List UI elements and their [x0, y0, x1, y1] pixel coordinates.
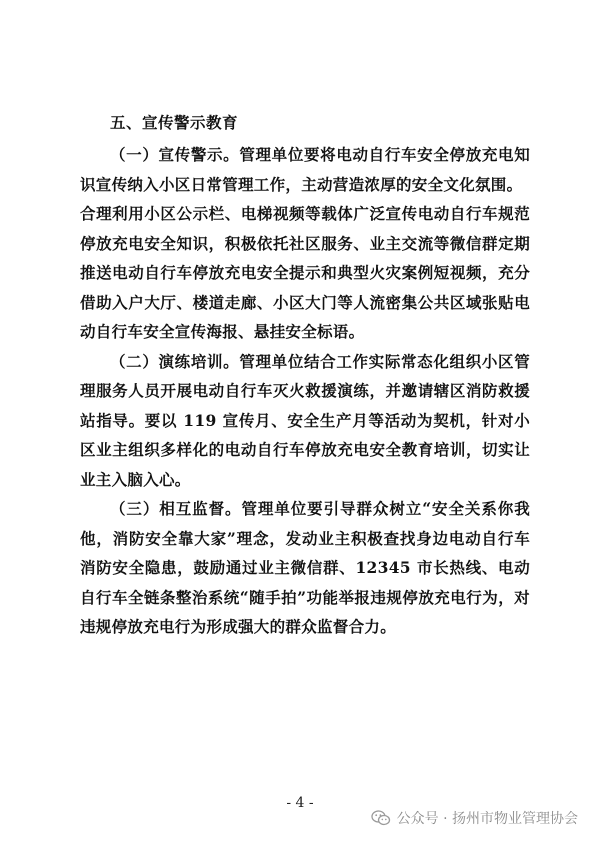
paragraph-training — [80, 347, 530, 495]
paragraph-text: 管理单位结合工作实际常态化组织小区管理服务人员开展电动自行车灭火救援演练，并邀请辖区消防救援站指导。要以 119 宣传月、安全生产月等活动为契机，针对小区业主组织多样化的电动自行车停放充电安全教育培训，切实让业主入脑入心。 — [80, 351, 530, 489]
page-number: - 4 - — [286, 795, 314, 811]
paragraph-text: 管理单位要引导群众树立“安全关系你我他，消防安全靠大家”理念，发动业主积极查找身边电动自行车消防安全隐患，鼓励通过业主微信群、12345 市长热线、电动自行车全链条整治系统“随手拍”功能举报违规停放充电行为，对违规停放充电行为形成强大的群众监督合力。 — [80, 499, 530, 636]
paragraph-text: 管理单位要将电动自行车安全停放充电知识宣传纳入小区日常管理工作，主动营造浓厚的安全文化氛围。 — [80, 145, 530, 194]
paragraph-lead: （二）演练培训。 — [110, 351, 240, 371]
section-heading: 五、宣传警示教育 — [110, 113, 239, 132]
paragraph-publicity — [80, 140, 530, 199]
paragraph-lead: （三）相互监督。 — [110, 499, 242, 518]
wechat-watermark — [371, 808, 578, 828]
wechat-icon — [371, 810, 391, 826]
paragraph-lead: （一）宣传警示。 — [110, 145, 240, 164]
document-body — [80, 108, 530, 642]
paragraph-supervision — [80, 494, 530, 642]
paragraph-publicity-cont — [80, 199, 530, 347]
watermark-text: 公众号 · 扬州市物业管理协会 — [396, 811, 578, 827]
paragraph-text: 合理利用小区公示栏、电梯视频等载体广泛宣传电动自行车规范停放充电安全知识，积极依托社区服务、业主交流等微信群定期推送电动自行车停放充电安全提示和典型火灾案例短视频，充分借助入户大厅、楼道走廊、小区大门等人流密集公共区域张贴电动自行车安全宣传海报、悬挂安全标语。 — [80, 204, 530, 341]
